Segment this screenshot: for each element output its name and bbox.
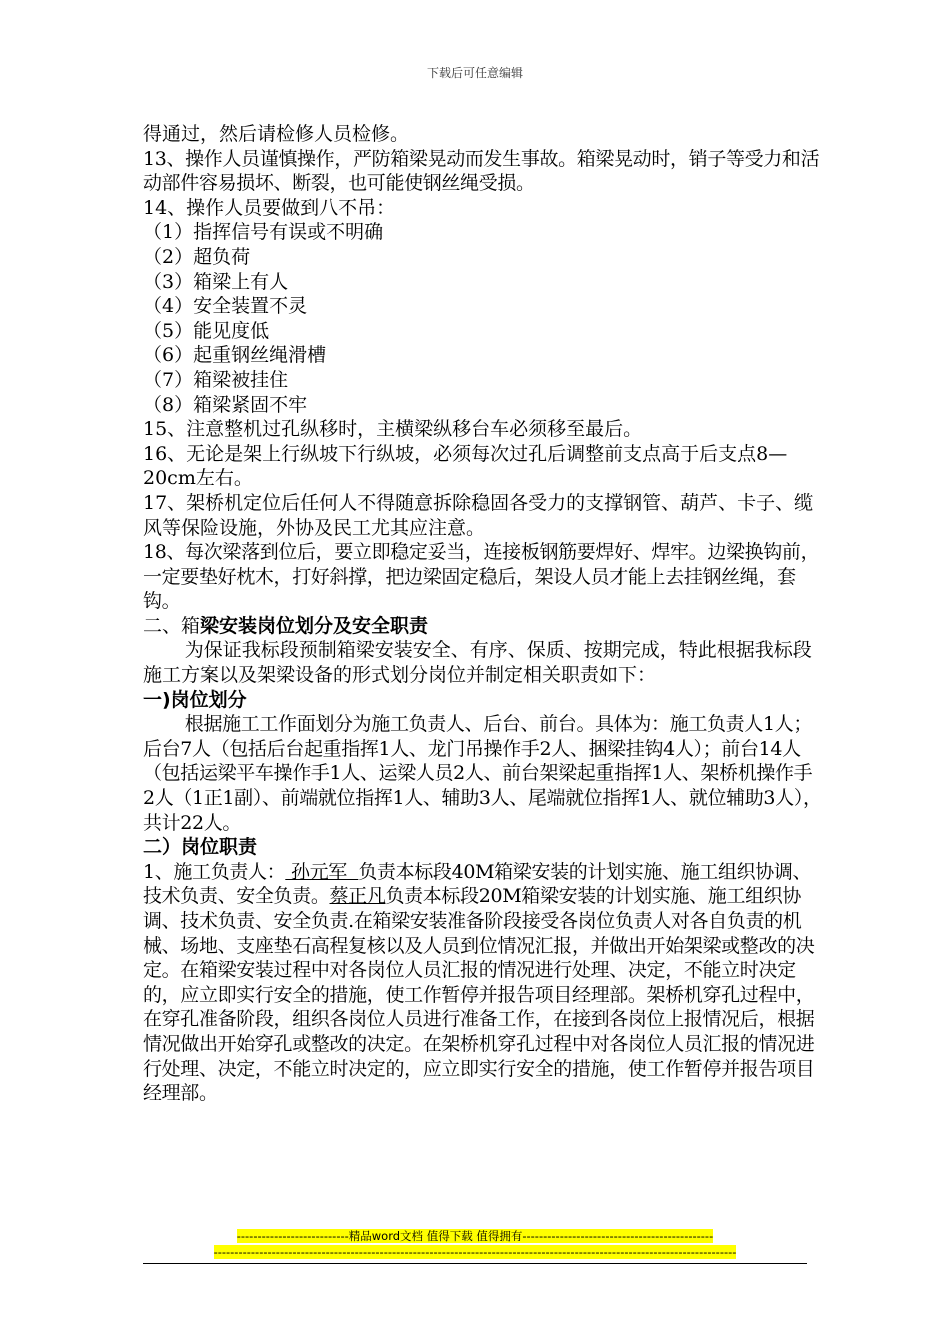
item-17: 17、架桥机定位后任何人不得随意拆除稳固各受力的支撑钢管、葫芦、卡子、缆风等保险设施，外协及民工尤其应注意。: [143, 491, 814, 539]
subsection-heading-positions: 一)岗位划分: [143, 688, 247, 711]
section-intro: 为保证我标段预制箱梁安装安全、有序、保质、按期完成，特此根据我标段施工方案以及架梁设备的形式划分岗位并制定相关职责如下：: [143, 639, 812, 687]
section-heading-prefix: 二、箱: [143, 614, 201, 637]
positions-paragraph: 根据施工工作面划分为施工负责人、后台、前台。具体为：施工负责人1人；后台7人（包括后台起重指挥1人、龙门吊操作手2人、捆梁挂钩4人）；前台14人（包括运梁平车操作手1人、运梁人员2人、前台架梁起重指挥1人、架桥机操作手2人（1正1副）、前端就位指挥1人、辅助3人、尾端就位指挥1人、就位辅助3人），共计22人。: [143, 713, 822, 834]
footer-dashes: [0, 1245, 950, 1260]
section-heading: [143, 614, 823, 639]
duty-text-1: 负责本标段40M箱梁安装的计划实施、施工组织协调、技术负责、安全负责。: [143, 860, 812, 908]
rule-6: （6）起重钢丝绳滑槽: [143, 344, 327, 367]
footer-line-1: ---------------------------精品word文档 值得下载 值得拥有----------------------------------------------: [236, 1229, 714, 1243]
rule-4: （4）安全装置不灵: [143, 295, 308, 318]
text-line: 得通过，然后请检修人员检修。: [143, 123, 410, 145]
rule-2: （2）超负荷: [143, 245, 251, 268]
footer-line-2: ------------------------------------------------------------------------------------------------------------------------------: [213, 1245, 737, 1259]
section-heading-rest: 梁安装岗位划分及安全职责: [200, 614, 429, 637]
rule-1: （1）指挥信号有误或不明确: [143, 221, 384, 244]
rule-5: （5）能见度低: [143, 319, 270, 342]
duty-prefix: 1、施工负责人：: [143, 860, 286, 883]
item-18: 18、每次梁落到位后，要立即稳定妥当，连接板钢筋要焊好、焊牢。边梁换钩前，一定要垫好枕木，打好斜撑，把边梁固定稳后，架设人员才能上去挂钢丝绳，套钩。: [143, 541, 820, 613]
item-16: 16、无论是架上行纵坡下行纵坡，必须每次过孔后调整前支点高于后支点8—20cm左右。: [143, 442, 788, 490]
duty-paragraph: [143, 860, 823, 1106]
page-header: 下载后可任意编辑: [426, 66, 523, 80]
subsection-heading-duties: 二）岗位职责: [143, 836, 258, 859]
item-13: 13、操作人员谨慎操作，严防箱梁晃动而发生事故。箱梁晃动时，销子等受力和活动部件容易损坏、断裂，也可能使钢丝绳受损。: [143, 147, 820, 195]
document-body: [143, 122, 823, 1106]
rule-8: （8）箱梁紧固不牢: [143, 393, 308, 416]
person-name-2: 蔡正凡: [329, 885, 386, 908]
footer-banner: [0, 1229, 950, 1244]
duty-text-2: 负责本标段20M箱梁安装的计划实施、施工组织协调、技术负责、安全负责.在箱梁安装准备阶段接受各岗位负责人对各自负责的机械、场地、支座垫石高程复核以及人员到位情况汇报，并做出开始架梁或整改的决定。在箱梁安装过程中对各岗位人员汇报的情况进行处理、决定，不能立时决定的，应立即实行安全的措施，使工作暂停并报告项目经理部。架桥机穿孔过程中，在穿孔准备阶段，组织各岗位人员进行准备工作，在接到各岗位上报情况后，根据情况做出开始穿孔或整改的决定。在架桥机穿孔过程中对各岗位人员汇报的情况进行处理、决定，不能立时决定的，应立即实行安全的措施，使工作暂停并报告项目经理部。: [143, 885, 815, 1105]
rule-7: （7）箱梁被挂住: [143, 368, 289, 391]
person-name-1: 孙元军: [285, 860, 359, 883]
item-15: 15、注意整机过孔纵移时，主横梁纵移台车必须移至最后。: [143, 418, 643, 441]
rule-3: （3）箱梁上有人: [143, 270, 289, 293]
footer-rule: [143, 1263, 807, 1264]
item-14: 14、操作人员要做到八不吊：: [143, 196, 396, 219]
